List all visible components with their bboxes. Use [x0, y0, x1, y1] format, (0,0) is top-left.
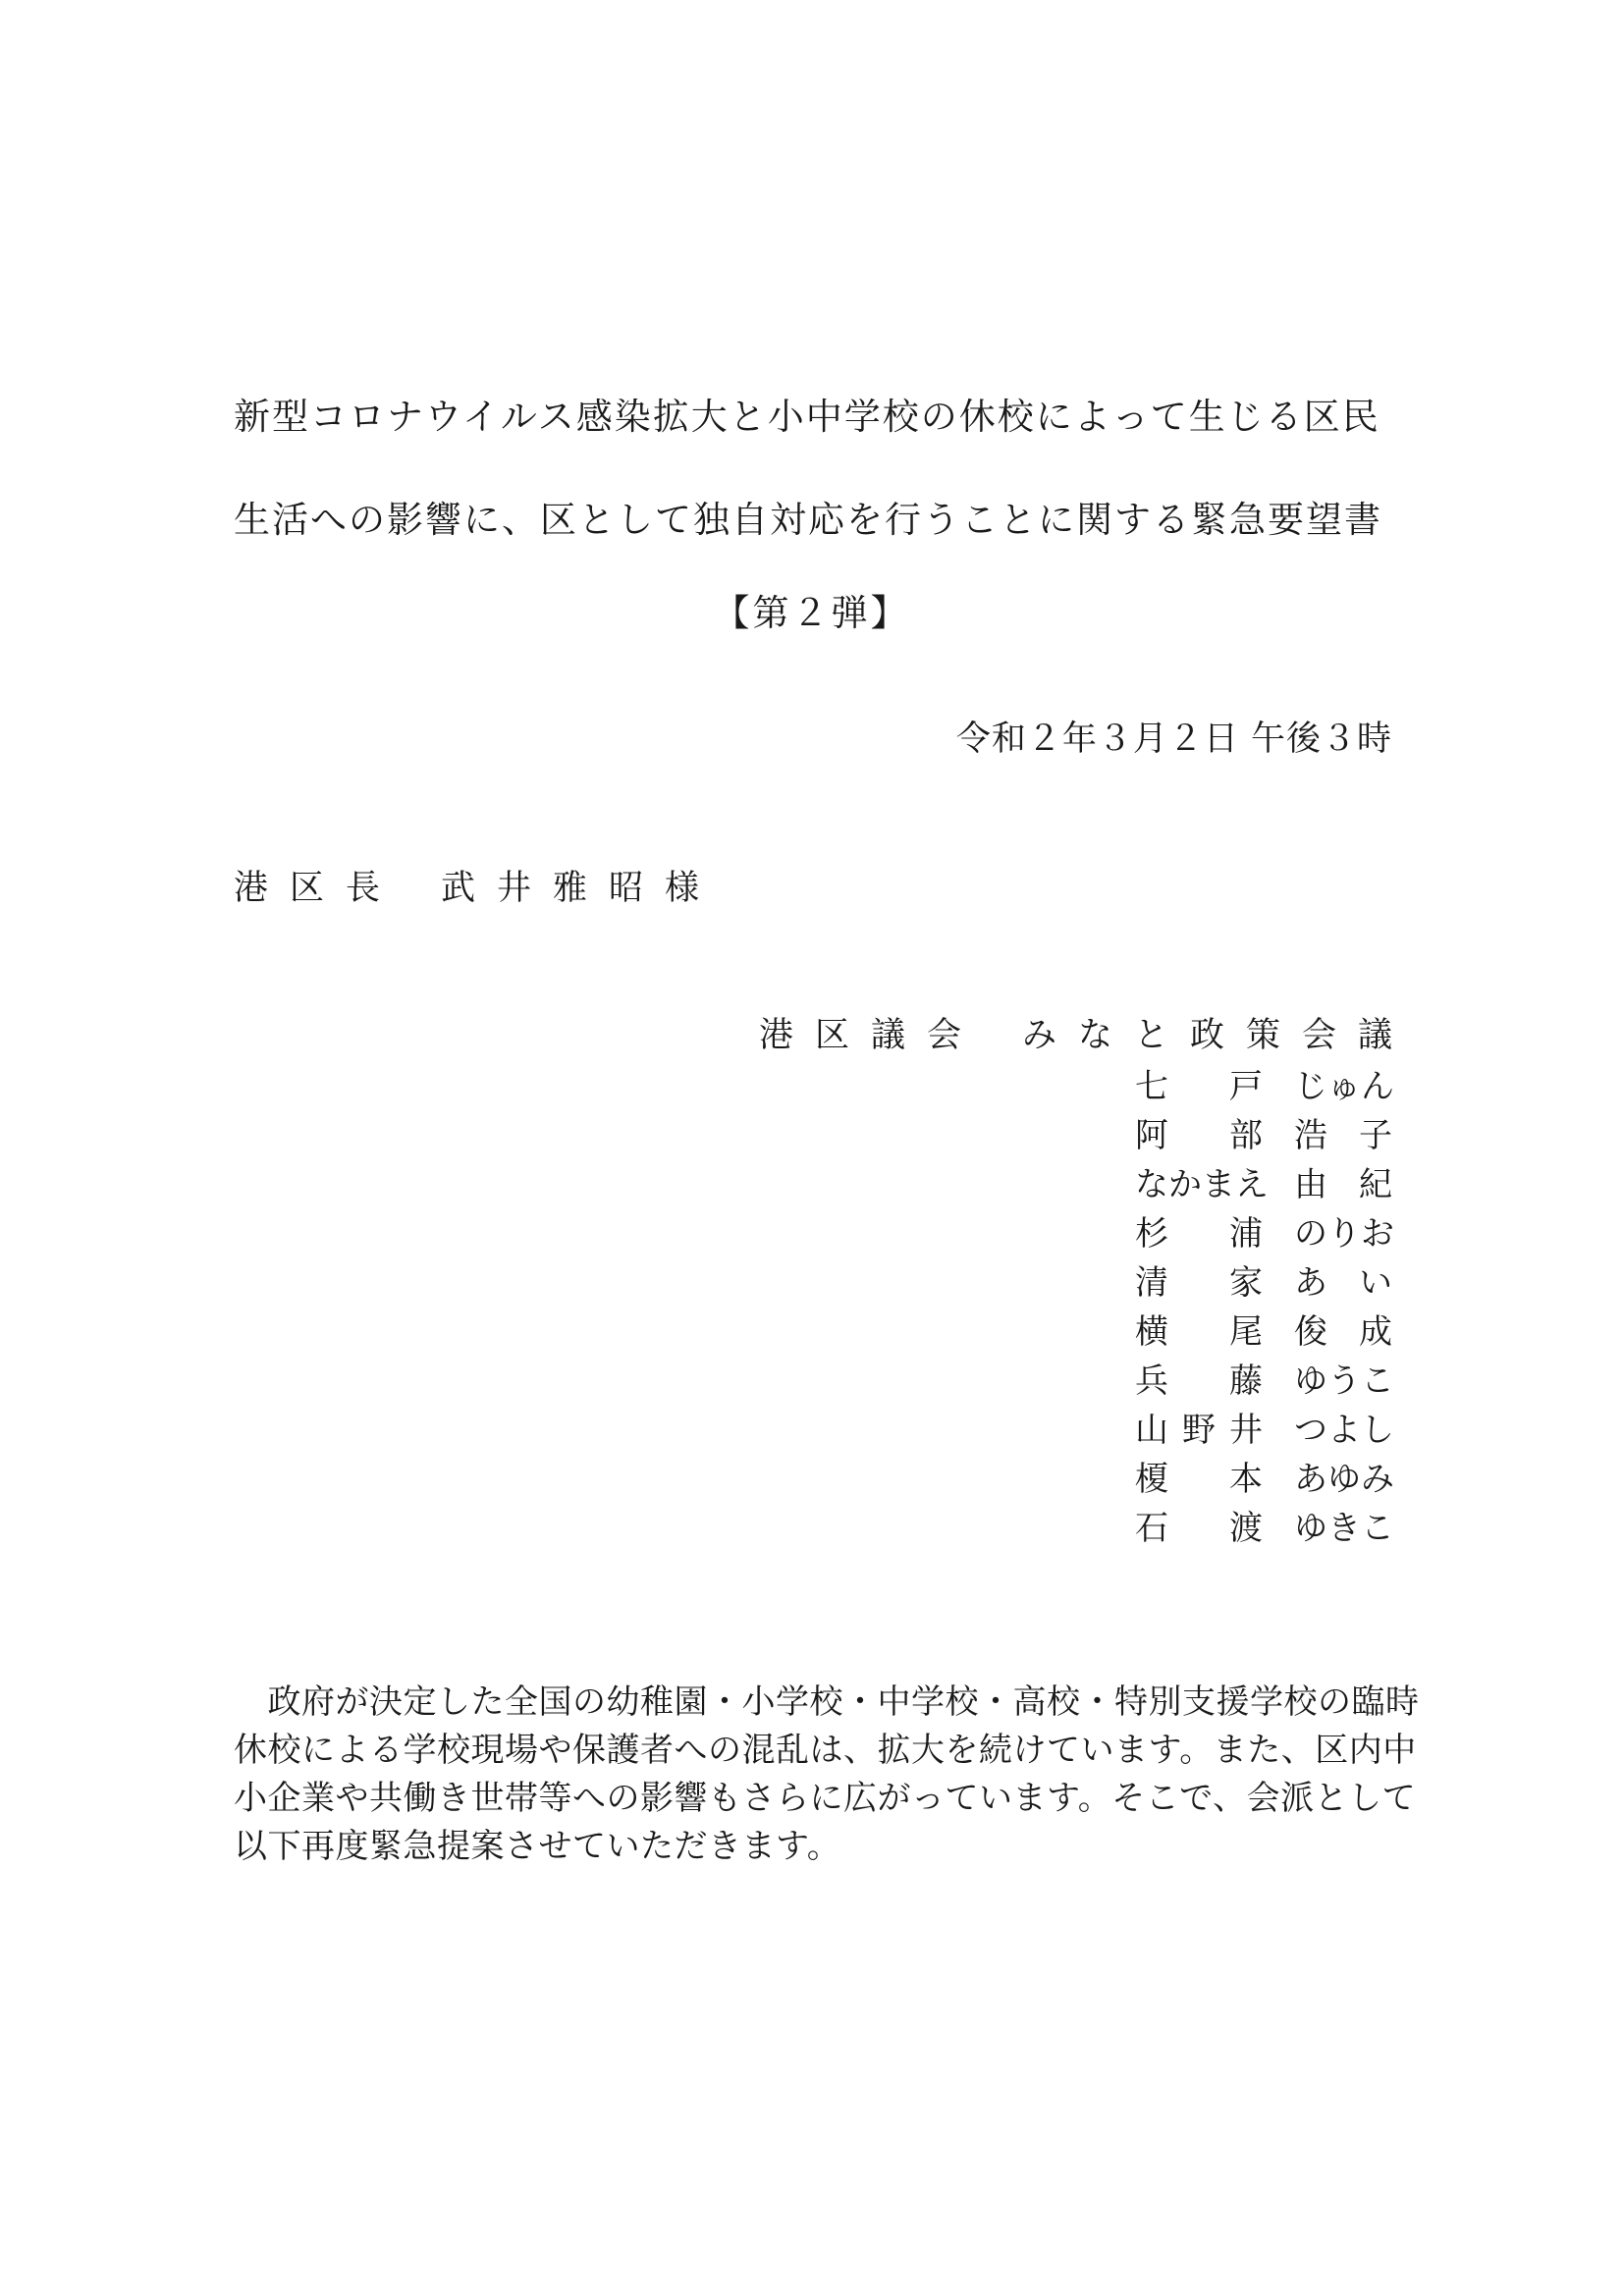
member-family-name: 杉浦 [1135, 1214, 1263, 1254]
member-family-name: 石渡 [1135, 1509, 1263, 1548]
member-given-name: あゆみ [1294, 1460, 1394, 1499]
addressee-name: 武井雅昭様 [441, 869, 722, 908]
member-family-name: なかまえ [1135, 1165, 1269, 1204]
document-date: 令和２年３月２日 午後３時 [955, 720, 1392, 759]
document-subtitle: 【第２弾】 [713, 592, 910, 634]
member-family-name: 山野井 [1135, 1411, 1263, 1450]
member-given-name: ゆきこ [1294, 1509, 1394, 1548]
body-line: 政府が決定した全国の幼稚園・小学校・中学校・高校・特別支援学校の臨時 [234, 1682, 1420, 1722]
member-row [1135, 1308, 1392, 1357]
member-list [1135, 1062, 1392, 1553]
member-row [1135, 1406, 1392, 1455]
member-family-name: 榎本 [1135, 1460, 1263, 1499]
body-paragraph [234, 1679, 1420, 1871]
member-family-name: 清家 [1135, 1263, 1263, 1303]
sender-faction: みなと政策会議 [1021, 1016, 1414, 1055]
body-line: 以下再度緊急提案させていただきます。 [234, 1827, 841, 1866]
member-given-name: 俊成 [1294, 1312, 1392, 1352]
body-line: 小企業や共働き世帯等への影響もさらに広がっています。そこで、会派として [234, 1779, 1417, 1818]
sender-council: 港区議会 [758, 1016, 983, 1055]
member-given-name: のりお [1294, 1214, 1394, 1254]
member-row [1135, 1111, 1392, 1160]
member-row [1135, 1455, 1392, 1504]
addressee-role: 港区長 [234, 869, 403, 908]
member-family-name: 横尾 [1135, 1312, 1263, 1352]
addressee [234, 864, 721, 913]
member-row [1135, 1209, 1392, 1258]
member-given-name: 浩子 [1294, 1116, 1392, 1155]
member-given-name: 由紀 [1294, 1165, 1392, 1204]
sender-header [758, 1011, 1414, 1060]
document-title-line-2: 生活への影響に、区として独自対応を行うことに関する緊急要望書 [234, 499, 1382, 541]
member-row [1135, 1160, 1392, 1209]
member-given-name: つよし [1294, 1411, 1394, 1450]
member-given-name: ゆうこ [1294, 1362, 1394, 1401]
document-title-line-1: 新型コロナウイルス感染拡大と小中学校の休校によって生じる区民 [234, 396, 1380, 438]
member-family-name: 七戸 [1135, 1067, 1263, 1106]
member-row [1135, 1062, 1392, 1111]
member-given-name: あい [1294, 1263, 1392, 1303]
body-line: 休校による学校現場や保護者への混乱は、拡大を続けています。また、区内中 [234, 1731, 1417, 1770]
member-row [1135, 1504, 1392, 1553]
member-row [1135, 1258, 1392, 1308]
member-family-name: 兵藤 [1135, 1362, 1263, 1401]
member-row [1135, 1357, 1392, 1406]
member-given-name: じゅん [1294, 1067, 1394, 1106]
member-family-name: 阿部 [1135, 1116, 1263, 1155]
